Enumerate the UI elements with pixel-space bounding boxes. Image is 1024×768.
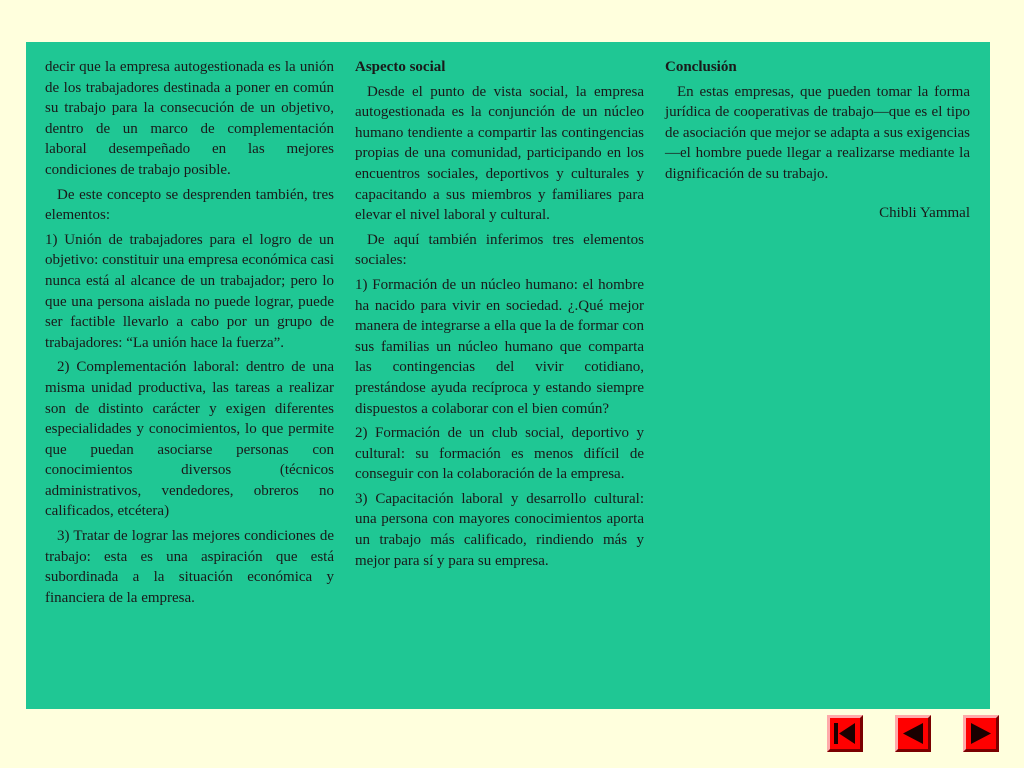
first-slide-button[interactable] [827,715,863,752]
previous-slide-icon [898,718,928,749]
col2-paragraph-5: 3) Capacitación laboral y desarrollo cultural: una persona con mayores conocimientos aporta un trabajo más calificado, rindiendo más y mejor para sí y para su empresa. [355,490,644,569]
first-slide-icon [830,718,860,749]
col2-paragraph-4: 2) Formación de un club social, deportivo y cultural: su formación es menos difícil de conseguir con la colaboración de la empresa. [355,425,644,483]
column-3 [665,57,970,227]
col1-paragraph-5: 3) Tratar de lograr las mejores condiciones de trabajo: esta es una aspiración que está subordinada a la situación económica y financiera de la empresa. [45,528,334,606]
col3-paragraph-1: En estas empresas, que pueden tomar la forma jurídica de cooperativas de trabajo—que es el tipo de asociación que mejor se adapta a sus exigencias—el hombre puede llegar a realizarse mediante la dignificación de su trabajo. [665,83,970,182]
col1-paragraph-1: decir que la empresa autogestionada es la unión de los trabajadores destinada a poner en común su trabajo para la consecución de un objetivo, dentro de un marco de complementación laboral desempeñado en las mejores condiciones de trabajo posible. [45,59,334,178]
author-signature: Chibli Yammal [879,204,970,221]
col2-paragraph-2: De aquí también inferimos tres elementos sociales: [355,231,644,269]
col1-paragraph-2: De este concepto se desprenden también, tres elementos: [45,186,334,224]
column-2 [355,57,644,575]
next-slide-button[interactable] [963,715,999,752]
aspecto-social-heading: Aspecto social [355,59,446,75]
conclusion-heading: Conclusión [665,59,737,75]
col1-paragraph-4: 2) Complementación laboral: dentro de una misma unidad productiva, las tareas a realizar son de distinto carácter y exigen diferentes especialidades y conocimientos, lo que permite que puedan asociarse personas con conocimientos diversos (técnicos administrativos, vendedores, obreros no calificados, etcétera) [45,359,334,520]
col2-paragraph-1: Desde el punto de vista social, la empresa autogestionada es la conjunción de un núcleo humano tendiente a compartir las contingencias propias de una comunidad, participando en los encuentros sociales, deportivos y culturales y capacitando a sus miembros y familiares para elevar el nivel laboral y cultural. [355,83,644,224]
content-panel [26,42,990,709]
col1-paragraph-3: 1) Unión de trabajadores para el logro de un objetivo: constituir una empresa económica casi nunca está al alcance de un trabajador; pero lo que una persona aislada no puede lograr, puede ser factible llevarlo a cabo por un grupo de trabajadores: “La unión hace la fuerza”. [45,231,334,351]
column-1 [45,57,334,612]
col2-paragraph-3: 1) Formación de un núcleo humano: el hombre ha nacido para vivir en sociedad. ¿.Qué mejor manera de integrarse a ella que la de formar con sus familias un núcleo humano que comparta las contingencias del vivir cotidiano, prestándose ayuda recíproca y estando siempre dispuestos a colaborar con el bien común? [355,276,644,417]
next-slide-icon [966,718,996,749]
previous-slide-button[interactable] [895,715,931,752]
